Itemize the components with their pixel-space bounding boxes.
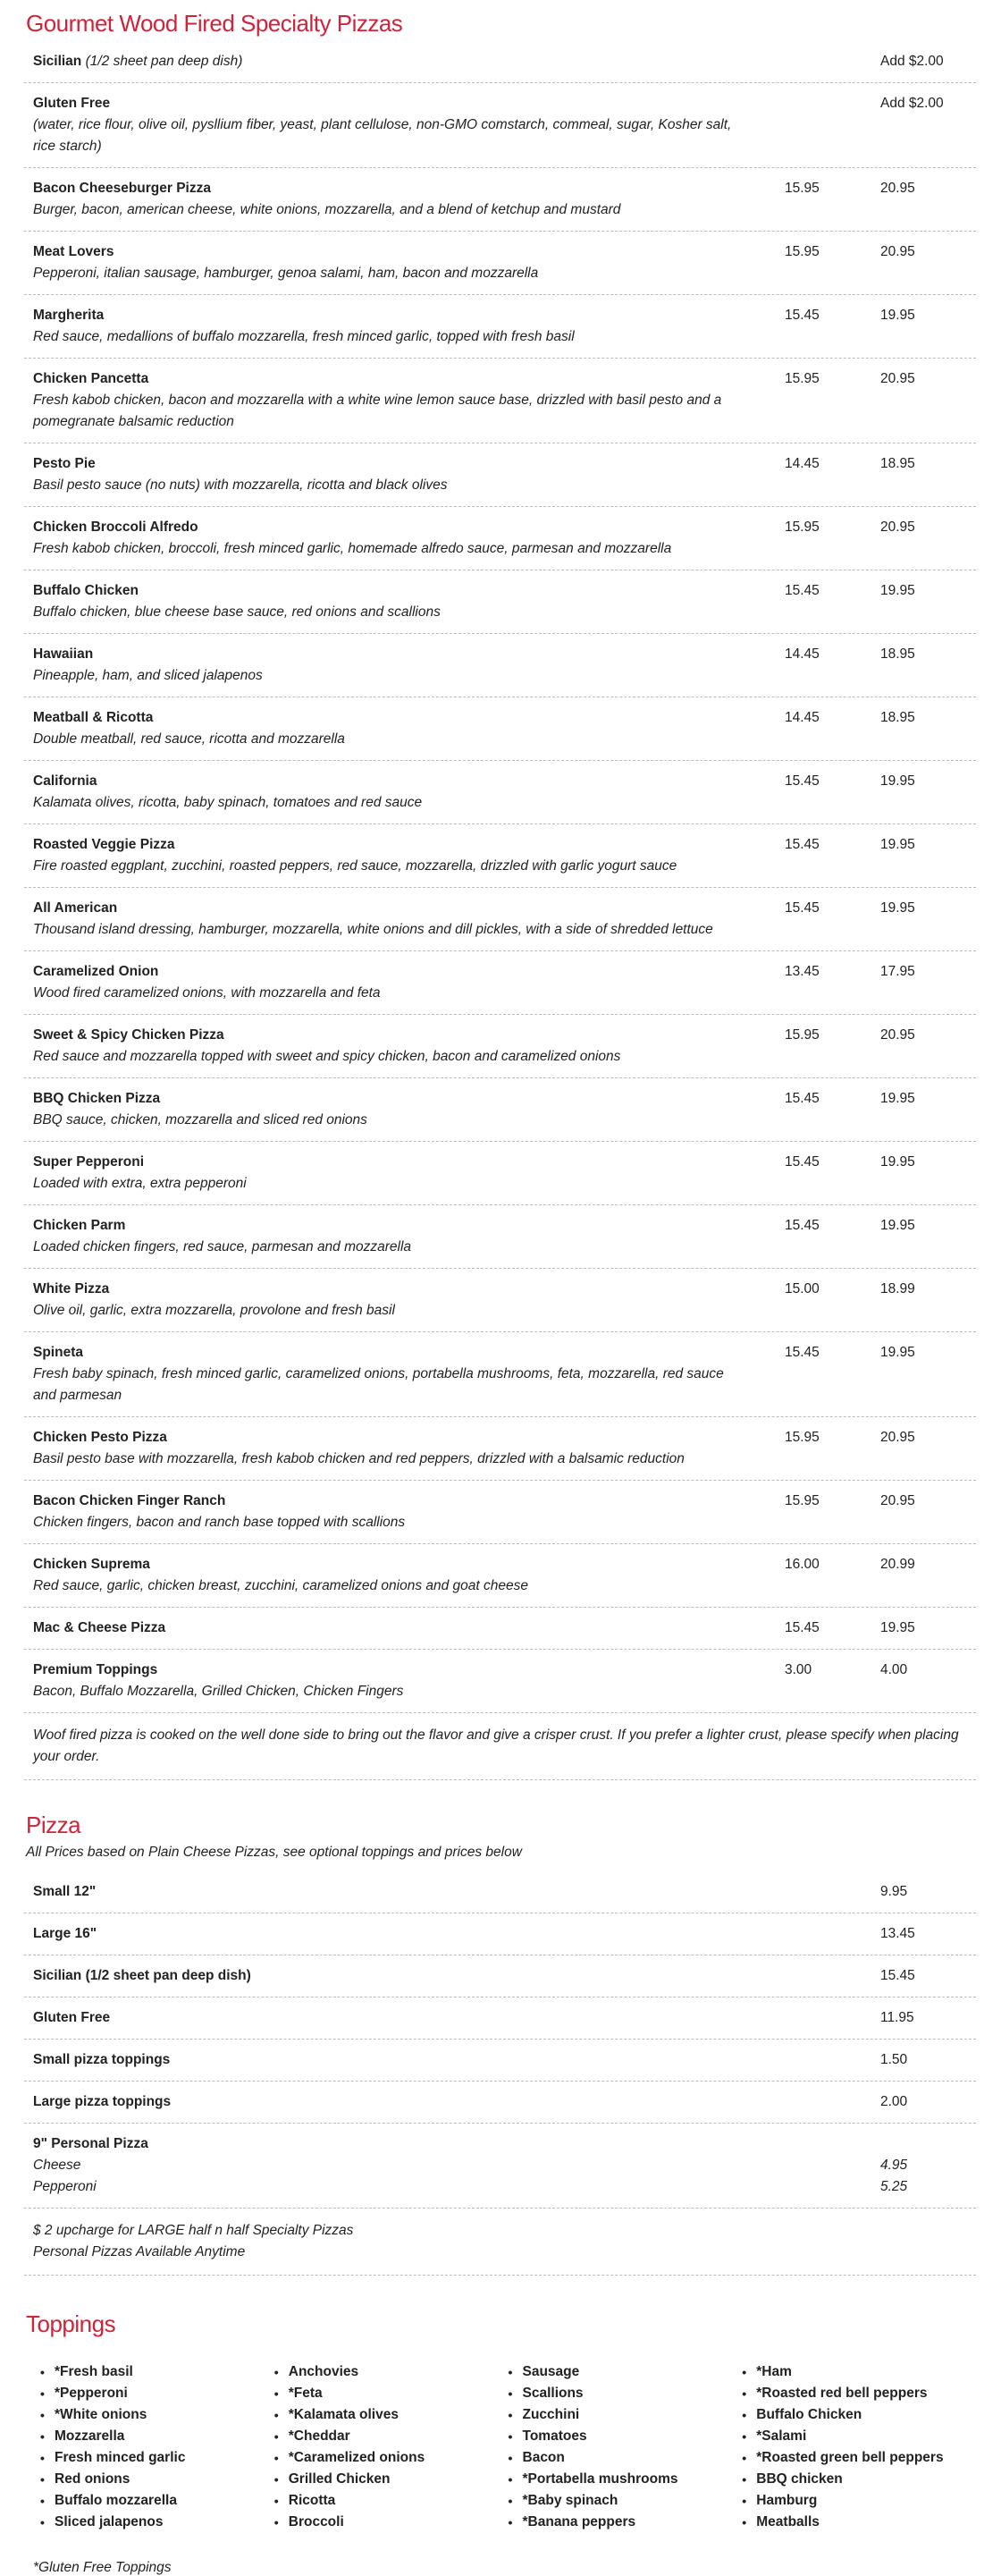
item-description: Red sauce, garlic, chicken breast, zucchini, caramelized onions and goat cheese	[33, 1578, 529, 1593]
item-name: Caramelized Onion	[33, 964, 159, 979]
menu-item	[24, 570, 976, 634]
item-description: Red sauce and mozzarella topped with sweet and spicy chicken, bacon and caramelized onions	[33, 1049, 621, 1064]
price-small: 15.95	[785, 181, 820, 196]
item-name-line	[33, 1660, 967, 1681]
option-price: 4.95	[880, 2158, 908, 2173]
topping-item: • Meatballs	[742, 2512, 976, 2533]
price-large: 19.95	[880, 1218, 915, 1233]
menu-item	[24, 2082, 976, 2124]
price-small: 15.45	[785, 900, 820, 916]
topping-item: • Buffalo Chicken	[742, 2404, 976, 2426]
item-name: Meatball & Ricotta	[33, 710, 154, 725]
item-name: Chicken Parm	[33, 1218, 126, 1233]
item-name-line	[33, 771, 967, 792]
item-description: Thousand island dressing, hamburger, mozzarella, white onions and dill pickles, with a side of shredded lettuce	[33, 922, 713, 937]
item-name: Chicken Suprema	[33, 1557, 150, 1572]
menu-item	[24, 951, 976, 1015]
topping-item: • *Baby spinach	[509, 2490, 743, 2512]
topping-item: • *Roasted green bell peppers	[742, 2447, 976, 2469]
item-name-line	[33, 1152, 967, 1173]
price-small: 15.45	[785, 773, 820, 789]
item-name-line	[33, 707, 967, 729]
item-name: Gluten Free	[33, 2010, 111, 2025]
item-price: 15.45	[880, 1968, 915, 1983]
topping-item: • *Feta	[274, 2383, 509, 2404]
price-small: 15.45	[785, 1091, 820, 1106]
price-small: 15.00	[785, 1281, 820, 1296]
item-description: Red sauce, medallions of buffalo mozzarella, fresh minced garlic, topped with fresh basil	[33, 329, 575, 344]
item-name-line	[33, 1215, 967, 1237]
price-small: 15.45	[785, 308, 820, 323]
price-small: 15.45	[785, 1345, 820, 1360]
price-large: 20.95	[880, 244, 915, 259]
price-large: 20.95	[880, 1027, 915, 1043]
pizza-section	[24, 1811, 976, 2276]
item-description: Buffalo chicken, blue cheese base sauce, red onions and scallions	[33, 604, 441, 620]
pizza-note: $ 2 upcharge for LARGE half n half Specialty Pizzas	[33, 2223, 354, 2238]
menu-item-personal-pizza	[24, 2124, 976, 2209]
price-large: 19.95	[880, 1620, 915, 1635]
topping-item: • Fresh minced garlic	[40, 2447, 274, 2469]
item-name: Margherita	[33, 308, 105, 323]
menu-item	[24, 168, 976, 232]
menu-item	[24, 1417, 976, 1481]
price-large: 19.95	[880, 837, 915, 852]
topping-item: • *Roasted red bell peppers	[742, 2383, 976, 2404]
price-large: 19.95	[880, 308, 915, 323]
topping-item: • BBQ chicken	[742, 2469, 976, 2490]
item-name: Chicken Broccoli Alfredo	[33, 519, 198, 535]
item-description: Kalamata olives, ricotta, baby spinach, tomatoes and red sauce	[33, 795, 423, 810]
price-large: 20.95	[880, 371, 915, 386]
menu-item	[24, 1142, 976, 1205]
item-description: Fire roasted eggplant, zucchini, roasted peppers, red sauce, mozzarella, drizzled with garlic yogurt sauce	[33, 858, 677, 874]
specialty-list	[24, 41, 976, 1713]
item-description: Double meatball, red sauce, ricotta and mozzarella	[33, 731, 345, 747]
price-large: 18.95	[880, 710, 915, 725]
price-large: 19.95	[880, 583, 915, 598]
item-name: Buffalo Chicken	[33, 583, 139, 598]
item-name: White Pizza	[33, 1281, 110, 1296]
item-description: Basil pesto base with mozzarella, fresh kabob chicken and red peppers, drizzled with a balsamic reduction	[33, 1451, 685, 1466]
menu-item	[24, 697, 976, 761]
topping-item: • Scallions	[509, 2383, 743, 2404]
item-name: Premium Toppings	[33, 1662, 158, 1677]
toppings-column	[40, 2361, 274, 2533]
price-small: 15.45	[785, 837, 820, 852]
toppings-column	[742, 2361, 976, 2533]
price-large: 19.95	[880, 1091, 915, 1106]
topping-item: • *Ham	[742, 2361, 976, 2383]
item-name-line	[33, 1427, 967, 1448]
personal-option	[33, 2155, 927, 2176]
topping-item: • *Banana peppers	[509, 2512, 743, 2533]
item-description: Bacon, Buffalo Mozzarella, Grilled Chicken, Chicken Fingers	[33, 1684, 404, 1699]
price-small: 14.45	[785, 710, 820, 725]
item-name-line	[33, 834, 967, 856]
item-description: Pineapple, ham, and sliced jalapenos	[33, 668, 263, 683]
item-price: 9.95	[880, 1884, 908, 1899]
item-description: (water, rice flour, olive oil, pysllium fiber, yeast, plant cellulose, non-GMO comstarch, commeal, sugar, Kosher salt, rice starch)	[33, 117, 732, 154]
item-name-line	[33, 1554, 967, 1575]
topping-item: • Sausage	[509, 2361, 743, 2383]
menu-item	[24, 1997, 976, 2040]
item-name: Roasted Veggie Pizza	[33, 837, 175, 852]
item-name: Chicken Pesto Pizza	[33, 1430, 167, 1445]
menu-item	[24, 824, 976, 888]
topping-item: • *Kalamata olives	[274, 2404, 509, 2426]
price-small: 15.95	[785, 519, 820, 535]
item-description: Fresh baby spinach, fresh minced garlic, caramelized onions, portabella mushrooms, feta, mozzarella, red sauce and parmesan	[33, 1366, 724, 1403]
item-name-line	[33, 1342, 967, 1364]
price-large: Add $2.00	[880, 96, 944, 111]
item-name-line	[33, 305, 967, 326]
specialty-section	[24, 9, 976, 1780]
item-name: Pesto Pie	[33, 456, 96, 471]
topping-item: • *Caramelized onions	[274, 2447, 509, 2469]
item-name: Gluten Free	[33, 96, 111, 111]
price-small: 15.45	[785, 1218, 820, 1233]
price-large: 18.95	[880, 646, 915, 662]
menu-item	[24, 359, 976, 443]
topping-item: • *White onions	[40, 2404, 274, 2426]
topping-item: • Bacon	[509, 2447, 743, 2469]
item-description: Loaded with extra, extra pepperoni	[33, 1176, 247, 1191]
item-name-line	[33, 368, 967, 390]
toppings-column	[274, 2361, 509, 2533]
item-name: Large pizza toppings	[33, 2094, 172, 2109]
menu-item	[24, 83, 976, 168]
price-large: 18.95	[880, 456, 915, 471]
item-name-line	[33, 580, 967, 602]
item-name-line	[33, 1279, 967, 1300]
item-name-line	[33, 961, 967, 983]
section-title: Pizza	[26, 1812, 81, 1838]
price-large: 20.95	[880, 519, 915, 535]
item-note: (1/2 sheet pan deep dish)	[85, 54, 243, 69]
price-small: 16.00	[785, 1557, 820, 1572]
item-name-line	[33, 1088, 967, 1110]
topping-item: • Buffalo mozzarella	[40, 2490, 274, 2512]
price-small: 15.45	[785, 1154, 820, 1170]
price-small: 15.45	[785, 1620, 820, 1635]
item-name-line	[33, 453, 967, 475]
price-large: 19.95	[880, 1345, 915, 1360]
menu	[24, 0, 976, 2576]
item-name: Sicilian	[33, 54, 82, 69]
price-large: 19.95	[880, 773, 915, 789]
menu-item	[24, 1332, 976, 1417]
menu-item	[24, 1650, 976, 1713]
item-name: Super Pepperoni	[33, 1154, 145, 1170]
item-name: Hawaiian	[33, 646, 94, 662]
price-small: 15.95	[785, 244, 820, 259]
toppings-section	[24, 2310, 976, 2576]
menu-item	[24, 41, 976, 83]
price-large: 17.95	[880, 964, 915, 979]
option-name: Cheese	[33, 2158, 81, 2173]
topping-item: • Ricotta	[274, 2490, 509, 2512]
item-name-line	[33, 93, 967, 114]
price-small: 14.45	[785, 456, 820, 471]
price-large: 19.95	[880, 1154, 915, 1170]
price-small: 3.00	[785, 1662, 812, 1677]
toppings-column	[509, 2361, 743, 2533]
option-name: Pepperoni	[33, 2179, 97, 2194]
price-small: 15.95	[785, 371, 820, 386]
item-description: Olive oil, garlic, extra mozzarella, provolone and fresh basil	[33, 1303, 395, 1318]
item-name: California	[33, 773, 97, 789]
menu-item	[24, 507, 976, 570]
price-small: 15.95	[785, 1027, 820, 1043]
item-name: Mac & Cheese Pizza	[33, 1620, 166, 1635]
menu-item	[24, 761, 976, 824]
topping-item: • Mozzarella	[40, 2426, 274, 2447]
menu-item	[24, 1955, 976, 1997]
item-name: Bacon Chicken Finger Ranch	[33, 1493, 226, 1508]
menu-item	[24, 232, 976, 295]
topping-item: • *Portabella mushrooms	[509, 2469, 743, 2490]
topping-item: • *Pepperoni	[40, 2383, 274, 2404]
price-small: 15.95	[785, 1493, 820, 1508]
topping-item: • Red onions	[40, 2469, 274, 2490]
item-description: Fresh kabob chicken, bacon and mozzarella with a white wine lemon sauce base, drizzled with basil pesto and a pomegranate balsamic reduction	[33, 393, 722, 429]
section-title: Gourmet Wood Fired Specialty Pizzas	[26, 10, 403, 37]
item-description: Loaded chicken fingers, red sauce, parmesan and mozzarella	[33, 1239, 412, 1254]
item-name-line	[33, 51, 967, 72]
price-small: 15.95	[785, 1430, 820, 1445]
item-description: Wood fired caramelized onions, with mozzarella and feta	[33, 985, 381, 1001]
pizza-notes	[24, 2209, 976, 2276]
price-large: 4.00	[880, 1662, 908, 1677]
item-price: 11.95	[880, 2010, 914, 2025]
menu-item	[24, 634, 976, 697]
menu-item	[24, 1871, 976, 1913]
menu-item	[24, 1269, 976, 1332]
price-large: 18.99	[880, 1281, 915, 1296]
price-large: 19.95	[880, 900, 915, 916]
item-description: Fresh kabob chicken, broccoli, fresh minced garlic, homemade alfredo sauce, parmesan and mozzarella	[33, 541, 672, 556]
price-small: 15.45	[785, 583, 820, 598]
item-name-line	[33, 517, 967, 538]
topping-item: • *Cheddar	[274, 2426, 509, 2447]
item-name-line	[33, 178, 967, 199]
toppings-footnote: *Gluten Free Toppings	[33, 2560, 172, 2575]
personal-options	[33, 2155, 967, 2198]
item-description: Burger, bacon, american cheese, white onions, mozzarella, and a blend of ketchup and mustard	[33, 202, 621, 217]
item-name: Meat Lovers	[33, 244, 114, 259]
specialty-footnote: Woof fired pizza is cooked on the well done side to bring out the flavor and give a crisper crust. If you prefer a lighter crust, please specify when placing your order.	[24, 1713, 976, 1780]
topping-item: • *Salami	[742, 2426, 976, 2447]
menu-item	[24, 1913, 976, 1955]
menu-item	[24, 1015, 976, 1078]
price-large: 20.99	[880, 1557, 915, 1572]
item-name-line	[33, 241, 967, 263]
menu-item	[24, 1078, 976, 1142]
menu-item	[24, 1544, 976, 1608]
price-large: 20.95	[880, 181, 915, 196]
item-name: Sweet & Spicy Chicken Pizza	[33, 1027, 224, 1043]
item-price: 2.00	[880, 2094, 908, 2109]
topping-item: • Grilled Chicken	[274, 2469, 509, 2490]
pizza-intro: All Prices based on Plain Cheese Pizzas, see optional toppings and prices below	[26, 1845, 522, 1860]
menu-item	[24, 1205, 976, 1269]
price-small: 13.45	[785, 964, 820, 979]
item-name: Chicken Pancetta	[33, 371, 149, 386]
topping-item: • Zucchini	[509, 2404, 743, 2426]
section-title: Toppings	[26, 2310, 116, 2337]
topping-item: • Tomatoes	[509, 2426, 743, 2447]
menu-item	[24, 1481, 976, 1544]
menu-item	[24, 443, 976, 507]
price-large: 20.95	[880, 1430, 915, 1445]
item-name-line	[33, 1025, 967, 1046]
item-name-line	[33, 898, 967, 919]
item-description: BBQ sauce, chicken, mozzarella and sliced red onions	[33, 1112, 367, 1128]
item-name: Sicilian (1/2 sheet pan deep dish)	[33, 1968, 251, 1983]
item-description: Chicken fingers, bacon and ranch base topped with scallions	[33, 1515, 406, 1530]
item-name: Bacon Cheeseburger Pizza	[33, 181, 211, 196]
item-name-line	[33, 1617, 967, 1639]
personal-option	[33, 2176, 927, 2198]
item-name: Small 12"	[33, 1884, 97, 1899]
menu-item	[24, 2040, 976, 2082]
item-name: Large 16"	[33, 1926, 97, 1941]
price-small: 14.45	[785, 646, 820, 662]
item-name-line	[33, 644, 967, 665]
price-large: Add $2.00	[880, 54, 944, 69]
item-description: Pepperoni, italian sausage, hamburger, genoa salami, ham, bacon and mozzarella	[33, 266, 539, 281]
toppings-columns	[24, 2342, 976, 2533]
topping-item: • Sliced jalapenos	[40, 2512, 274, 2533]
topping-item: • *Fresh basil	[40, 2361, 274, 2383]
item-name: Small pizza toppings	[33, 2052, 171, 2067]
option-price: 5.25	[880, 2179, 908, 2194]
topping-item: • Anchovies	[274, 2361, 509, 2383]
pizza-note: Personal Pizzas Available Anytime	[33, 2244, 246, 2259]
item-price: 13.45	[880, 1926, 915, 1941]
item-description: Basil pesto sauce (no nuts) with mozzarella, ricotta and black olives	[33, 477, 448, 493]
item-name: BBQ Chicken Pizza	[33, 1091, 161, 1106]
price-large: 20.95	[880, 1493, 915, 1508]
item-price: 1.50	[880, 2052, 908, 2067]
topping-item: • Hamburg	[742, 2490, 976, 2512]
menu-item	[24, 295, 976, 359]
topping-item: • Broccoli	[274, 2512, 509, 2533]
item-name: Spineta	[33, 1345, 83, 1360]
menu-item	[24, 888, 976, 951]
item-name: All American	[33, 900, 118, 916]
item-name: 9" Personal Pizza	[33, 2136, 148, 2151]
item-name-line	[33, 1491, 967, 1512]
pizza-list	[24, 1871, 976, 2124]
menu-item	[24, 1608, 976, 1650]
